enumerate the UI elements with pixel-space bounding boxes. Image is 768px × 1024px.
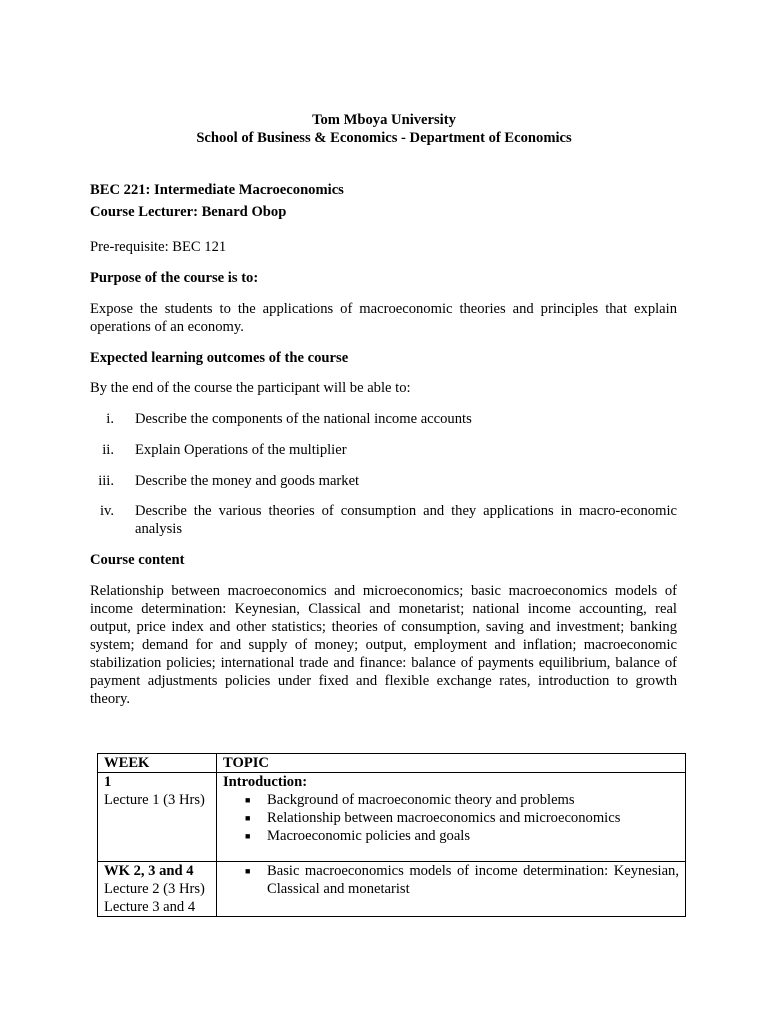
lecture-label: Lecture 1 (3 Hrs) (104, 792, 205, 808)
course-lecturer: Course Lecturer: Benard Obop (90, 204, 287, 220)
topic-bullet-list (223, 862, 679, 898)
schedule-table (97, 753, 686, 917)
square-bullet-icon: ■ (245, 866, 251, 876)
week-cell (98, 862, 217, 917)
bullet-text: Basic macroeconomics models of income determination: Keynesian, Classical and monetarist (267, 863, 679, 897)
outcome-number: ii. (102, 442, 114, 458)
topic-cell (217, 862, 686, 917)
list-item (223, 791, 685, 809)
topic-column-header: TOPIC (217, 754, 686, 773)
list-item (223, 809, 685, 827)
square-bullet-icon: ■ (245, 831, 251, 841)
topic-title: Introduction: (223, 774, 308, 790)
outcome-text: Explain Operations of the multiplier (135, 442, 347, 458)
week-number: WK 2, 3 and 4 (104, 863, 194, 879)
lecture-label: Lecture 3 and 4 (104, 899, 196, 915)
list-item (223, 862, 679, 898)
lecture-label: Lecture 2 (3 Hrs) (104, 881, 205, 897)
outcome-text: Describe the components of the national income accounts (135, 411, 472, 427)
content-text: Relationship between macroeconomics and microeconomics; basic macroeconomics models of income determination: Keynesian, Classical and monetarist; national income accounting, real output, price index and other statistics; theories of consumption, saving and investment; banking system; demand for and supply of money; output, employment and inflation; macroeconomic stabilization policies; international trade and finance: balance of payments equilibrium, balance of payment adjustments policies under fixed and flexible exchange rates, introduction to growth theory. (90, 583, 677, 707)
university-name: Tom Mboya University (312, 112, 456, 128)
square-bullet-icon: ■ (245, 813, 251, 823)
prerequisite: Pre-requisite: BEC 121 (90, 239, 227, 255)
bullet-text: Relationship between macroeconomics and microeconomics (267, 810, 621, 826)
table-header-row (98, 754, 686, 773)
week-number: 1 (104, 774, 112, 790)
table-row (98, 773, 686, 862)
outcome-number: iv. (99, 503, 114, 519)
square-bullet-icon: ■ (245, 795, 251, 805)
outcome-text: Describe the various theories of consumption and they applications in macro-economic analysis (135, 503, 677, 537)
topic-bullet-list (223, 791, 685, 845)
outcomes-intro: By the end of the course the participant will be able to: (90, 380, 411, 396)
content-heading: Course content (90, 552, 185, 568)
outcome-number: i. (106, 411, 114, 427)
list-item (223, 827, 685, 845)
school-name: School of Business & Economics - Department of Economics (196, 130, 572, 146)
outcome-number: iii. (98, 473, 114, 489)
purpose-text: Expose the students to the applications of macroeconomic theories and principles that explain operations of an economy. (90, 301, 677, 335)
outcome-text: Describe the money and goods market (135, 473, 360, 489)
topic-cell (217, 773, 686, 862)
course-title: BEC 221: Intermediate Macroeconomics (90, 182, 344, 198)
table-row (98, 862, 686, 917)
week-cell (98, 773, 217, 862)
bullet-text: Macroeconomic policies and goals (267, 828, 471, 844)
purpose-heading: Purpose of the course is to: (90, 270, 259, 286)
outcomes-heading: Expected learning outcomes of the course (90, 350, 349, 366)
week-column-header: WEEK (98, 754, 217, 773)
bullet-text: Background of macroeconomic theory and problems (267, 792, 575, 808)
